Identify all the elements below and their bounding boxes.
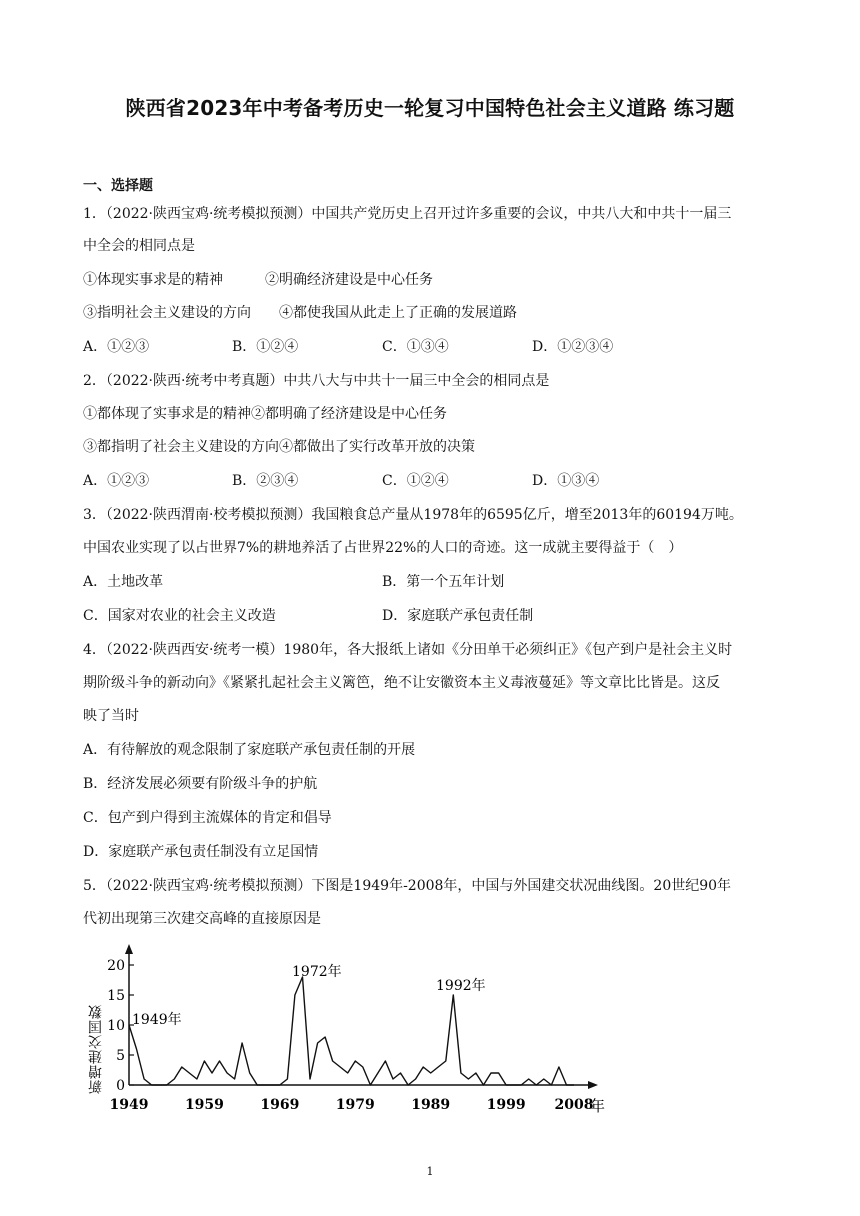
q3-stem-line2: 中国农业实现了以占世界7%的耕地养活了占世界22%的人口的奇迹。这一成就主要得益于（ ）: [83, 540, 683, 556]
q2-items-12: ①都体现了实事求是的精神②都明确了经济建设是中心任务: [83, 406, 447, 422]
q1-option-d: D．①②③④: [532, 339, 614, 355]
y-tick-label: 5: [116, 1048, 125, 1064]
x-tick-label: 1949: [109, 1097, 149, 1113]
x-axis-label: 年: [590, 1097, 606, 1115]
peak-annotation: 1992年: [436, 978, 486, 994]
chart-annotations: [132, 963, 486, 1028]
q3-option-a: A．土地改革: [83, 574, 164, 590]
diplomatic-relations-chart: [80, 940, 620, 1120]
q4-option-d: D．家庭联产承包责任制没有立足国情: [83, 844, 319, 860]
x-axis-arrow: [588, 1081, 598, 1089]
q4-stem-line3: 映了当时: [83, 708, 139, 724]
q4-option-a: A．有待解放的观念限制了家庭联产承包责任制的开展: [83, 742, 416, 758]
y-axis-label: 新增建交国数: [88, 1004, 104, 1094]
q1-stem-line1: 1．（2022·陕西宝鸡·统考模拟预测）中国共产党历史上召开过许多重要的会议，中共八大和中共十一届三: [83, 206, 732, 222]
section-heading: 一、选择题: [83, 178, 153, 194]
q2-option-b: B．②③④: [232, 473, 299, 489]
q3-option-c: C．国家对农业的社会主义改造: [83, 608, 276, 624]
q2-items-34: ③都指明了社会主义建设的方向④都做出了实行改革开放的决策: [83, 439, 475, 455]
q4-option-b: B．经济发展必须要有阶级斗争的护航: [83, 776, 318, 792]
q1-items-12: ①体现实事求是的精神 ②明确经济建设是中心任务: [83, 272, 433, 288]
document-title: 陕西省2023年中考备考历史一轮复习中国特色社会主义道路 练习题: [125, 96, 735, 120]
q4-option-c: C．包产到户得到主流媒体的肯定和倡导: [83, 810, 332, 826]
series-line: [129, 977, 574, 1085]
q5-stem-line1: 5．（2022·陕西宝鸡·统考模拟预测）下图是1949年-2008年，中国与外国建交状况曲线图。20世纪90年: [83, 878, 732, 894]
x-tick-label: 1979: [335, 1097, 375, 1113]
q2-stem-line1: 2．（2022·陕西·统考中考真题）中共八大与中共十一届三中全会的相同点是: [83, 373, 550, 389]
q2-option-c: C．①②④: [382, 473, 449, 489]
q1-items-34: ③指明社会主义建设的方向 ④都使我国从此走上了正确的发展道路: [83, 305, 517, 321]
peak-annotation: 1972年: [292, 964, 342, 980]
chart-series: [129, 977, 574, 1085]
chart-axes: [125, 944, 598, 1089]
peak-annotation: 1949年: [132, 1012, 182, 1028]
page-number: 1: [426, 1165, 434, 1178]
y-tick-label: 10: [107, 1018, 125, 1034]
x-tick-label: 2008: [554, 1097, 594, 1113]
q1-option-b: B．①②④: [232, 339, 299, 355]
q2-option-d: D．①③④: [532, 473, 600, 489]
q4-stem-line1: 4．（2022·陕西西安·统考一模）1980年，各大报纸上诸如《分田单干必须纠正》《包产到户是社会主义时: [83, 642, 733, 658]
y-axis-arrow: [125, 944, 133, 954]
q1-option-a: A．①②③: [83, 339, 150, 355]
x-tick-label: 1999: [486, 1097, 526, 1113]
q5-stem-line2: 代初出现第三次建交高峰的直接原因是: [83, 911, 321, 927]
q3-option-d: D．家庭联产承包责任制: [382, 608, 534, 624]
x-tick-label: 1969: [260, 1097, 300, 1113]
y-tick-label: 15: [107, 988, 125, 1004]
x-tick-label: 1959: [184, 1097, 224, 1113]
chart-ticks: [107, 958, 593, 1113]
q3-stem-line1: 3．（2022·陕西渭南·校考模拟预测）我国粮食总产量从1978年的6595亿斤，增至2013年的60194万吨。: [83, 507, 743, 523]
q4-stem-line2: 期阶级斗争的新动向》《紧紧扎起社会主义篱笆，绝不让安徽资本主义毒液蔓延》等文章比比皆是。这反: [83, 675, 720, 691]
q3-option-b: B．第一个五年计划: [382, 574, 505, 590]
y-tick-label: 0: [116, 1078, 125, 1094]
q1-stem-line2: 中全会的相同点是: [83, 238, 195, 254]
q2-option-a: A．①②③: [83, 473, 150, 489]
x-tick-label: 1989: [411, 1097, 451, 1113]
y-tick-label: 20: [107, 958, 125, 974]
q1-option-c: C．①③④: [382, 339, 449, 355]
